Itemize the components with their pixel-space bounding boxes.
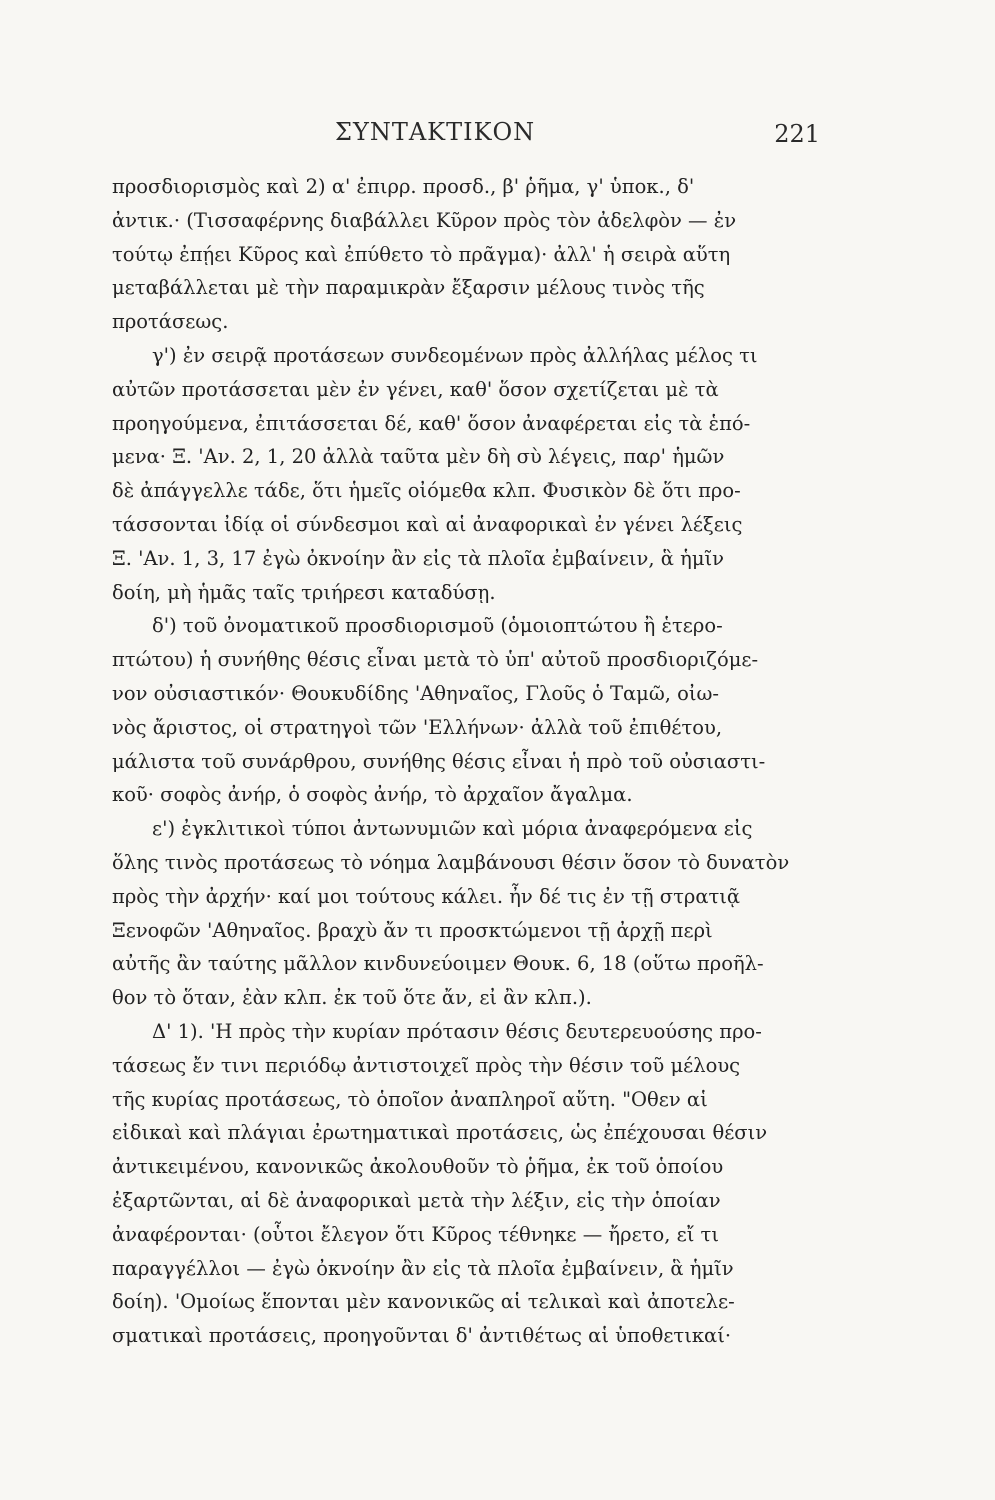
text-line: νὸς ἄριστος, οἱ στρατηγοὶ τῶν 'Ελλήνων· ἀλλὰ τοῦ ἐπιθέτου, [112, 715, 723, 739]
text-line: δὲ ἀπάγγελλε τάδε, ὅτι ἡμεῖς οἰόμεθα κλπ. Φυσικὸν δὲ ὅτι προ- [112, 479, 741, 503]
text-line: τούτῳ ἐπῄει Κῦρος καὶ ἐπύθετο τὸ πρᾶγμα)· ἀλλ' ἡ σειρὰ αὕτη [112, 242, 731, 266]
text-line: πρὸς τὴν ἀρχήν· καί μοι τούτους κάλει. ἦν δέ τις ἐν τῇ στρατιᾷ [112, 884, 741, 908]
text-line: προηγούμενα, ἐπιτάσσεται δέ, καθ' ὅσον ἀναφέρεται εἰς τὰ ἑπό- [112, 411, 751, 435]
text-line: μεταβάλλεται μὲ τὴν παραμικρὰν ἔξαρσιν μέλους τινὸς τῆς [112, 276, 705, 300]
running-title: ΣΥΝΤΑΚΤΙΚΟΝ [335, 118, 536, 146]
text-line: τάσσονται ἰδίᾳ οἱ σύνδεσμοι καὶ αἱ ἀναφορικαὶ ἐν γένει λέξεις [112, 512, 743, 536]
text-line: πτώτου) ἡ συνήθης θέσις εἶναι μετὰ τὸ ὑπ' αὐτοῦ προσδιοριζόμε- [112, 648, 759, 672]
text-line: αὐτῶν προτάσσεται μὲν ἐν γένει, καθ' ὅσον σχετίζεται μὲ τὰ [112, 377, 719, 401]
text-line: νον οὐσιαστικόν· Θουκυδίδης 'Αθηναῖος, Γλοῦς ὁ Ταμῶ, οἰω- [112, 681, 719, 705]
text-line: ὅλης τινὸς προτάσεως τὸ νόημα λαμβάνουσι θέσιν ὅσον τὸ δυνατὸν [112, 850, 790, 874]
text-line: παραγγέλλοι — ἐγὼ ὀκνοίην ἂν εἰς τὰ πλοῖα ἐμβαίνειν, ἃ ἡμῖν [112, 1256, 734, 1280]
text-line: δ') τοῦ ὀνοματικοῦ προσδιορισμοῦ (ὁμοιοπτώτου ἢ ἑτερο- [152, 614, 723, 638]
body-text [112, 170, 822, 1353]
text-line: ἐξαρτῶνται, αἱ δὲ ἀναφορικαὶ μετὰ τὴν λέξιν, εἰς τὴν ὁποίαν [112, 1188, 721, 1212]
text-line: δοίη, μὴ ἡμᾶς ταῖς τριήρεσι καταδύσῃ. [112, 580, 496, 604]
page-header [120, 118, 820, 158]
text-line: προσδιορισμὸς καὶ 2) α' ἐπιρρ. προσδ., β' ῥῆμα, γ' ὑποκ., δ' [112, 175, 695, 198]
text-line: Ξενοφῶν 'Αθηναῖος. βραχὺ ἄν τι προσκτώμενοι τῇ ἀρχῇ περὶ [112, 918, 713, 942]
text-line: ε') ἐγκλιτικοὶ τύποι ἀντωνυμιῶν καὶ μόρια ἀναφερόμενα εἰς [152, 817, 753, 841]
text-line: εἰδικαὶ καὶ πλάγιαι ἐρωτηματικαὶ προτάσεις, ὡς ἐπέχουσαι θέσιν [112, 1121, 768, 1145]
text-line: Ξ. 'Αν. 1, 3, 17 ἐγὼ ὀκνοίην ἂν εἰς τὰ πλοῖα ἐμβαίνειν, ἃ ἡμῖν [112, 546, 725, 570]
text-line: κοῦ· σοφὸς ἀνήρ, ὁ σοφὸς ἀνήρ, τὸ ἀρχαῖον ἄγαλμα. [112, 783, 633, 807]
text-line: ἀντικ.· (Τισσαφέρνης διαβάλλει Κῦρον πρὸς τὸν ἀδελφὸν — ἐν [112, 208, 737, 232]
text-line: τάσεως ἔν τινι περιόδῳ ἀντιστοιχεῖ πρὸς τὴν θέσιν τοῦ μέλους [112, 1053, 741, 1077]
text-line: ἀντικειμένου, κανονικῶς ἀκολουθοῦν τὸ ῥῆμα, ἐκ τοῦ ὁποίου [112, 1155, 724, 1179]
text-line: μενα· Ξ. 'Αν. 2, 1, 20 ἀλλὰ ταῦτα μὲν δὴ σὺ λέγεις, παρ' ἡμῶν [112, 445, 725, 469]
text-line: ἀναφέρονται· (οὗτοι ἔλεγον ὅτι Κῦρος τέθνηκε — ἤρετο, εἴ τι [112, 1222, 719, 1246]
text-line: σματικαὶ προτάσεις, προηγοῦνται δ' ἀντιθέτως αἱ ὑποθετικαί· [112, 1324, 732, 1348]
text-line: αὐτῆς ἂν ταύτης μᾶλλον κινδυνεύοιμεν Θουκ. 6, 18 (οὕτω προῆλ- [112, 952, 764, 976]
text-line: δοίη). 'Ομοίως ἕπονται μὲν κανονικῶς αἱ τελικαὶ καὶ ἀποτελε- [112, 1290, 735, 1314]
text-line: προτάσεως. [112, 310, 229, 334]
page-number: 221 [774, 120, 820, 148]
text-line: τῆς κυρίας προτάσεως, τὸ ὁποῖον ἀναπληροῖ αὕτη. "Οθεν αἱ [112, 1087, 708, 1111]
text-line: γ') ἐν σειρᾷ προτάσεων συνδεομένων πρὸς ἀλλήλας μέλος τι [152, 343, 758, 367]
text-line: μάλιστα τοῦ συνάρθρου, συνήθης θέσις εἶναι ἡ πρὸ τοῦ οὐσιαστι- [112, 749, 766, 773]
text-line: θον τὸ ὅταν, ἐὰν κλπ. ἐκ τοῦ ὅτε ἄν, εἰ ἂν κλπ.). [112, 986, 592, 1010]
text-line: Δ' 1). 'Η πρὸς τὴν κυρίαν πρότασιν θέσις δευτερευούσης προ- [152, 1019, 762, 1043]
